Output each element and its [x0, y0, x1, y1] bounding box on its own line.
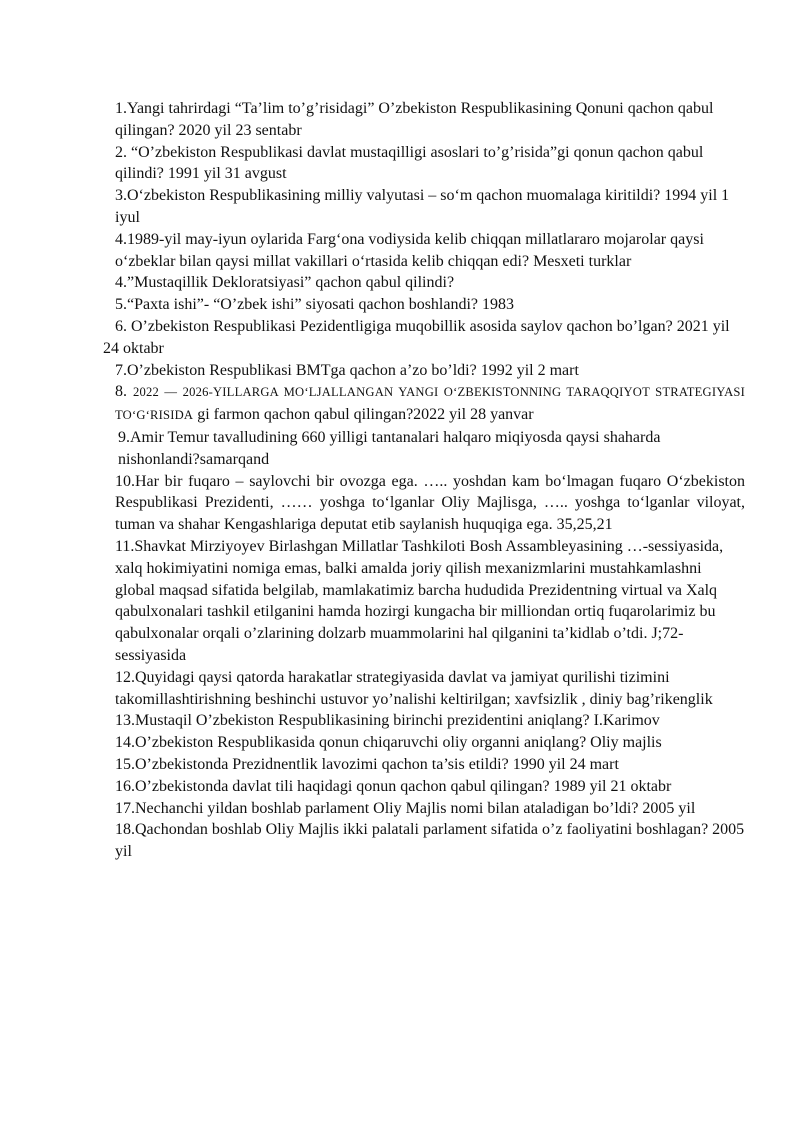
question-text: 4.1989-yil may-iyun oylarida Farg‘ona vodiysida kelib chiqqan millatlararo mojarolar qaysi o‘zbeklar bilan qaysi millat vakillari o‘rtasida kelib chiqqan edi?: [115, 230, 704, 270]
answer-text: 1990 yil 24 mart: [512, 755, 619, 773]
answer-text: I.Karimov: [593, 712, 660, 730]
answer-text: 35,25,21: [556, 516, 613, 534]
answer-text: 2022 yil 28 yanvar: [413, 406, 534, 424]
answer-text: samarqand: [199, 450, 270, 468]
question-16: [115, 776, 745, 798]
answer-text: 2020 yil 23 sentabr: [178, 121, 302, 139]
question-7: [115, 360, 745, 382]
question-text: 16.O’zbekistonda davlat tili haqidagi qonun qachon qabul qilingan?: [115, 777, 550, 795]
question-text: 11.Shavkat Mirziyoyev Birlashgan Millatlar Tashkiloti Bosh Assambleyasining …-sessiyasida, xalq hokimiyatini nomiga emas, balki amalda joriy qilish mexanizmlarini mustahkamlashni global maqsad sifatida belgilab, mamlakatimiz barcha hududida Prezidentning virtual va Xalq qabulxonalari tashkil etilganini hamda hozirgi kungacha bir milliondan ortiq fuqarolarimiz bu qabulxonalar orqali o’zlarining dolzarb muammolarini hal qilganini ta’kidlab o’tdi.: [115, 537, 724, 643]
question-text: 13.Mustaqil O’zbekiston Respublikasining birinchi prezidentini aniqlang?: [115, 712, 590, 730]
question-text: 6. O’zbekiston Respublikasi Pezidentligiga muqobillik asosida saylov qachon bo’lgan?: [115, 317, 673, 335]
question-18: [115, 819, 745, 863]
question-text: 5.“Paxta ishi”- “O’zbek ishi” siyosati qachon boshlandi?: [115, 296, 479, 314]
answer-text: 1983: [482, 296, 515, 314]
question-text: 18.Qachondan boshlab Oliy Majlis ikki palatali parlament sifatida o’z faoliyatini boshlagan?: [115, 821, 709, 839]
question-text: 9.Amir Temur tavalludining 660 yilligi tantanalari halqaro miqiyosda qaysi shaharda nishonlandi?: [118, 428, 661, 468]
answer-text: 2021 yil 24 oktabr: [103, 317, 730, 357]
question-text: 4.”Mustaqillik Dekloratsiyasi” qachon qabul qilindi?: [115, 274, 455, 292]
question-10: [115, 471, 745, 536]
answer-text: 2005 yil: [642, 799, 696, 817]
question-4b: [115, 272, 745, 294]
question-text: gi farmon qachon qabul qilingan?: [197, 406, 414, 424]
question-text: 14.O’zbekiston Respublikasida qonun chiqaruvchi oliy organni aniqlang?: [115, 734, 587, 752]
question-text: 3.O‘zbekiston Respublikasining milliy valyutasi – so‘m qachon muomalaga kiritildi?: [115, 187, 661, 205]
question-text: 17.Nechanchi yildan boshlab parlament Oliy Majlis nomi bilan ataladigan bo’ldi?: [115, 799, 639, 817]
answer-text: 1994 yil 1 iyul: [115, 187, 730, 226]
answer-text: 1991 yil 31 avgust: [167, 165, 287, 183]
question-text: 1.Yangi tahrirdagi “Ta’lim to’g’risidagi” O’zbekiston Respublikasining Qonuni qachon qabul qilingan?: [115, 100, 714, 139]
question-11: [115, 536, 745, 667]
question-text: 10.Har bir fuqaro – saylovchi bir ovozga ega. ….. yoshdan kam bo‘lmagan fuqaro O‘zbekiston Respublikasi Prezidenti, …… yoshga to‘lganlar Oliy Majlisga, ….. yoshga to‘lganlar viloyat, tuman va shahar Kengashlariga deputat etib saylanish huquqiga ega.: [115, 472, 745, 534]
answer-text: 1989 yil 21 oktabr: [553, 777, 672, 795]
question-text: 15.O’zbekistonda Prezidnentlik lavozimi qachon ta’sis etildi?: [115, 755, 509, 773]
question-text: 12.Quyidagi qaysi qatorda harakatlar strategiyasida davlat va jamiyat qurilishi tizimini takomillashtirishning beshinchi ustuvor yo’nalishi keltirilgan;: [115, 668, 670, 708]
question-13: [115, 710, 745, 732]
question-12: [115, 667, 745, 711]
question-8: [115, 381, 745, 427]
question-5: [115, 294, 745, 316]
answer-text: J;72-sessiyasida: [115, 625, 684, 664]
answer-text: Mesxeti turklar: [533, 252, 632, 270]
question-list: [103, 98, 745, 863]
answer-text: 1992 yil 2 mart: [480, 361, 579, 379]
question-4: [115, 229, 745, 273]
question-text: 2. “O’zbekiston Respublikasi davlat mustaqilligi asoslari to’g’risida”gi qonun qachon qabul qilindi?: [115, 143, 704, 183]
question-text: 7.O’zbekiston Respublikasi BMTga qachon a’zo bo’ldi?: [115, 361, 477, 379]
question-17: [115, 798, 745, 820]
question-3: [115, 185, 745, 229]
question-15: [115, 754, 745, 776]
answer-text: xavfsizlik , diniy bag’rikenglik: [514, 690, 713, 708]
question-1: [115, 98, 745, 142]
question-2: [115, 142, 745, 186]
decree-title: 2022 — 2026-YILLARGA MO‘LJALLANGAN YANGI O‘ZBEKISTONNING TARAQQIYOT STRATEGIYASI TO‘G‘RISIDA: [115, 385, 745, 423]
answer-text: 2005 yil: [115, 821, 745, 861]
question-number: 8.: [115, 383, 127, 401]
question-9: [118, 427, 745, 471]
answer-text: Oliy majlis: [590, 734, 662, 752]
question-14: [115, 732, 745, 754]
question-6: [103, 316, 745, 360]
